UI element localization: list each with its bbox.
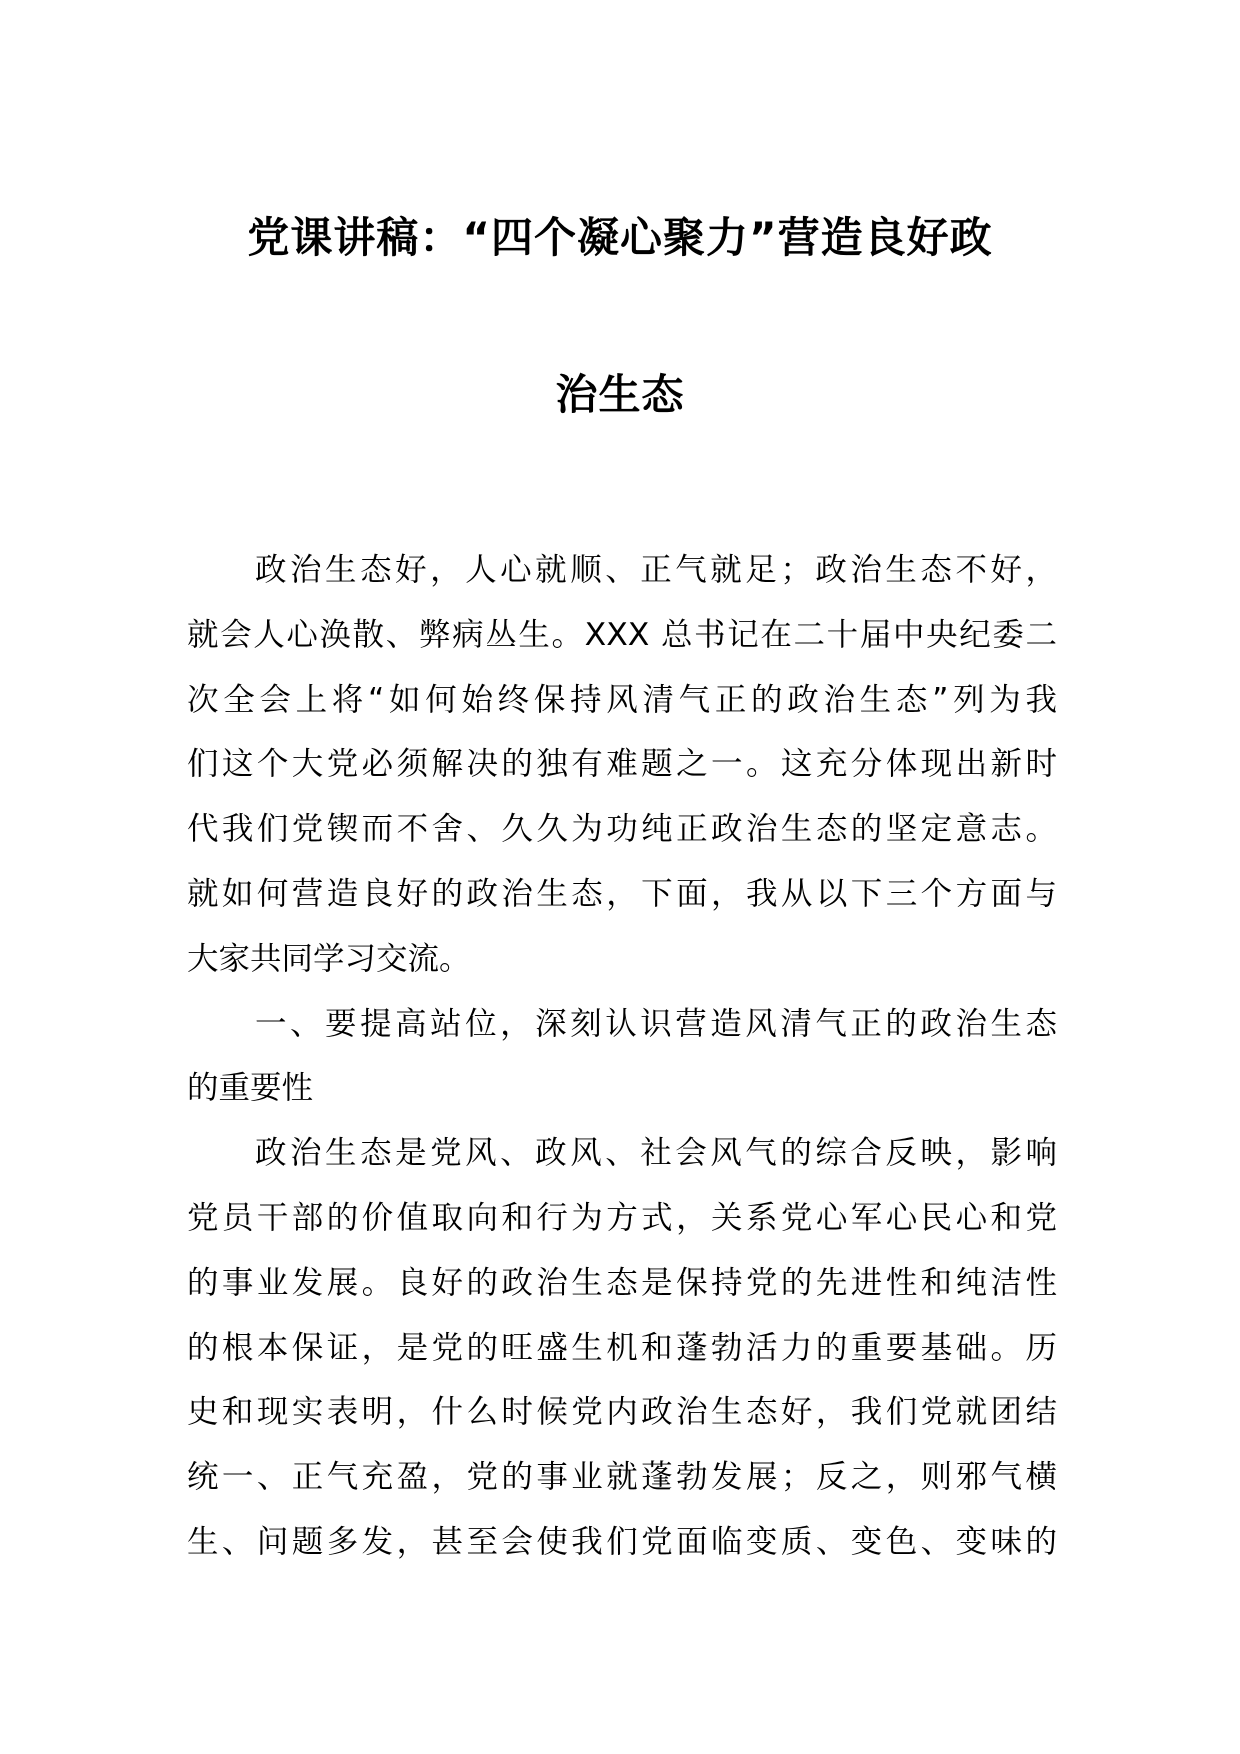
paragraph-line: 政治生态好，人心就顺、正气就足；政治生态不好， [255,552,1057,588]
paragraph-line: 党员干部的价值取向和行为方式，关系党心军心民心和党 [187,1199,1057,1236]
document-body [187,538,1057,1575]
paragraph-line: 代我们党锲而不舍、久久为功纯正政治生态的坚定意志。 [187,811,1057,848]
document-title-line-2: 治生态 [555,370,685,419]
section-heading-line: 一、要提高站位，深刻认识营造风清气正的政治生态 [255,1005,1057,1042]
paragraph-line: 们这个大党必须解决的独有难题之一。这充分体现出新时 [187,746,1057,783]
paragraph-line: 史和现实表明，什么时候党内政治生态好，我们党就团结 [187,1394,1057,1431]
document-title-line-1: 党课讲稿：“四个凝心聚力”营造良好政 [247,213,993,262]
paragraph-line: 生、问题多发，甚至会使我们党面临变质、变色、变味的 [187,1523,1057,1560]
paragraph-line: 的事业发展。良好的政治生态是保持党的先进性和纯洁性 [187,1264,1057,1301]
paragraph-line: 政治生态是党风、政风、社会风气的综合反映，影响 [255,1135,1057,1172]
paragraph-line: 次全会上将“如何始终保持风清气正的政治生态”列为我 [187,681,1057,718]
section-heading-line: 的重要性 [187,1070,314,1107]
paragraph-line: 就会人心涣散、弊病丛生。XXX 总书记在二十届中央纪委二 [187,616,1057,653]
paragraph-line: 统一、正气充盈，党的事业就蓬勃发展；反之，则邪气横 [187,1459,1057,1496]
paragraph-line: 大家共同学习交流。 [187,940,471,977]
paragraph-line: 就如何营造良好的政治生态，下面，我从以下三个方面与 [187,875,1057,912]
paragraph-line: 的根本保证，是党的旺盛生机和蓬勃活力的重要基础。历 [187,1329,1057,1366]
